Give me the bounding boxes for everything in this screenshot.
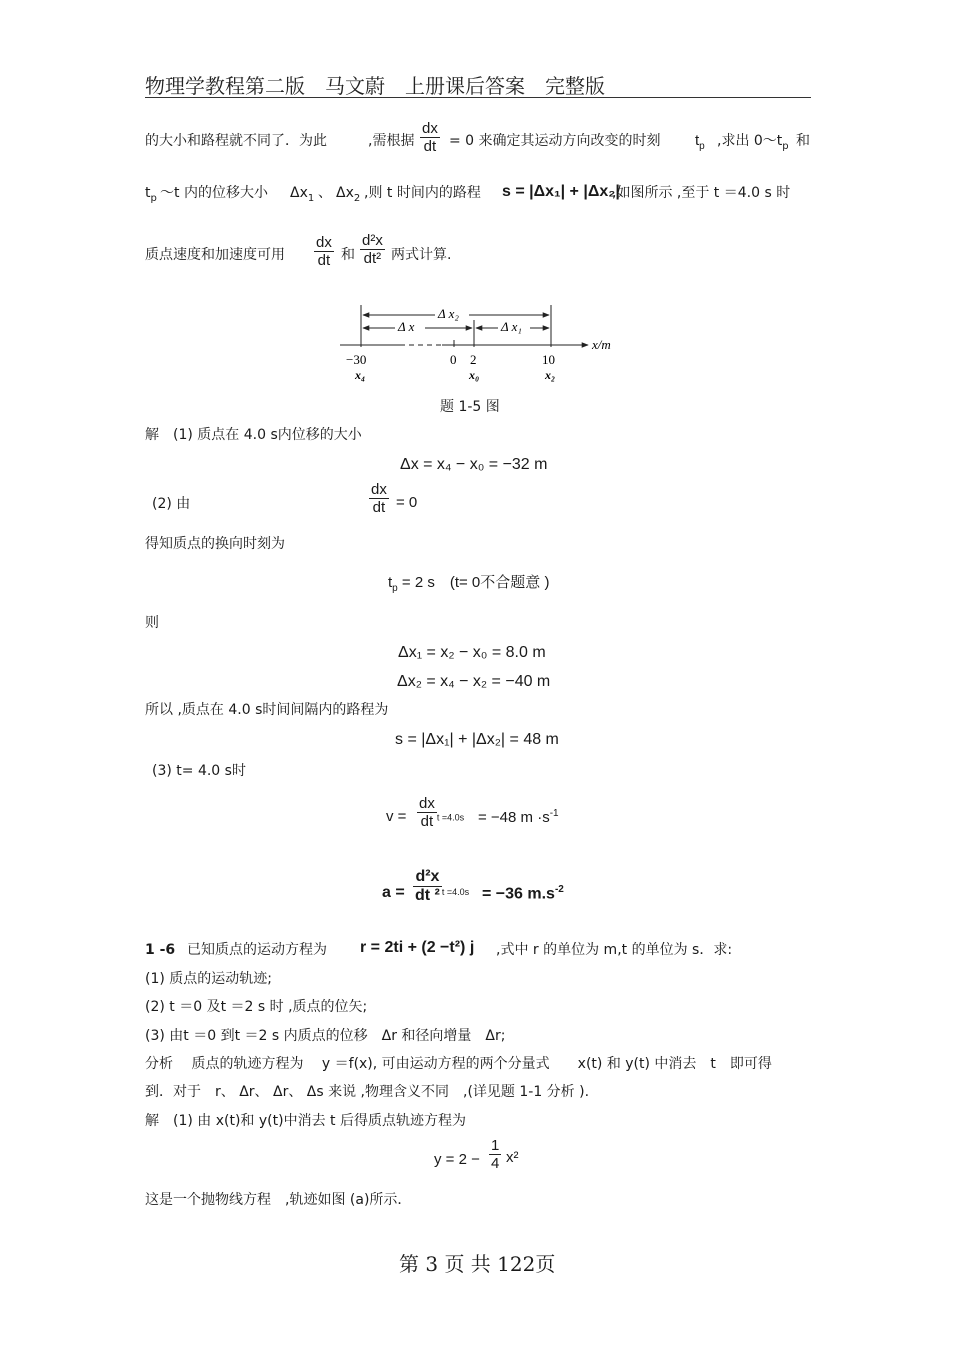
tick-label-x2-point: x₂ [545, 368, 556, 382]
sol-v-rhs: = −48 $m \cdot s^{-1}$ [478, 808, 559, 826]
page-footer-number: 第 3 页 共 122页 [399, 1252, 556, 1276]
para1-line1-a: 的大小和路程就不同了．为此 [145, 133, 327, 149]
prob16-title-tail: ,式中 r 的单位为 m,t 的单位为 s．求: [496, 942, 733, 958]
prob16-traj-rhs: x² [506, 1149, 519, 1166]
sol-part2-fraction: $\frac{dx}{dt}$ [371, 481, 387, 516]
tick-label-x2-value: 10 [542, 352, 555, 367]
label-unit: x/m [592, 337, 611, 352]
sol-eq-path: s = |Δx₁| + |Δx₂| = 48 m [395, 731, 559, 748]
para1-line2-dx1: $\Delta x_1$ [290, 185, 315, 204]
prob16-title-text: 已知质点的运动方程为 [187, 942, 327, 958]
sol-part2-eq-tail: = 0 [396, 494, 418, 511]
header-rule [145, 97, 811, 98]
para1-line1-d: ,求出 $0\sim t_p$ [717, 133, 789, 152]
tick-label-x0-value: 2 [470, 352, 477, 367]
sol-part1-equation: Δx = x₄ − x₀ = −32 m [400, 456, 548, 473]
prob16-number: 1 -6 [145, 942, 176, 958]
prob16-analysis-1: 分析 质点的轨迹方程为 y ＝f(x), 可由运动方程的两个分量式 x(t) 和 y(t) 中消去 t 即可得 [145, 1056, 772, 1072]
sol-part3-label: (3) t= 4.0 s时 [152, 763, 246, 779]
sol-part2-tp: $t_p = 2$ s (t= 0不合题意 ) [388, 574, 550, 594]
sol-a-lhs: a = [382, 884, 405, 901]
sol-part2-text: 得知质点的换向时刻为 [145, 536, 285, 552]
sol-a-fraction: $\frac{\text{d²x}}{\text{dt ²}}$ $_{t =4.0s}$ [415, 868, 470, 904]
label-dx: Δ x [398, 319, 415, 334]
para1-line2-c: ,则 t 时间内的路程 [364, 185, 481, 201]
sol-part1-label: 解 (1) 质点在 4.0 s内位移的大小 [145, 427, 362, 443]
para1-line1-fraction: $\frac{dx}{dt}$ [422, 120, 438, 155]
prob16-question-1: (1) 质点的运动轨迹; [145, 971, 272, 987]
sol-v-lhs: v = [386, 808, 407, 825]
para1-line3-frac1: $\frac{dx}{dt}$ [316, 234, 332, 269]
sol-so-text: 所以 ,质点在 4.0 s时间间隔内的路程为 [145, 702, 389, 718]
prob16-equation: r = 2ti + (2 −t²) j [360, 939, 475, 956]
prob16-question-3: (3) 由t ＝0 到t ＝2 s 内质点的位移 Δr 和径向增量 Δr; [145, 1028, 506, 1044]
figure-1-5 [330, 300, 630, 390]
para1-line1-tp: $t_p$ [695, 132, 705, 152]
para1-line1-c: = 0 来确定其运动方向改变的时刻 [449, 133, 661, 149]
para1-line3-b: 两式计算. [391, 247, 452, 263]
tick-label-x4-point: x₄ [355, 368, 366, 382]
prob16-parabola-text: 这是一个抛物线方程 ,轨迹如图 (a)所示． [145, 1192, 412, 1208]
para1-line2-formula: s = |Δx₁| + |Δx₂| [502, 183, 620, 200]
sol-eq-dx1: Δx₁ = x₂ − x₀ = 8.0 m [398, 644, 546, 661]
prob16-analysis-2: 到．对于 r、 Δr、 Δr、 Δs 来说 ,物理含义不同 ,(详见题 1-1 分析 ). [145, 1084, 590, 1100]
para1-line2-a: $t_p$ [145, 185, 157, 204]
para1-line1-e: 和 [796, 133, 810, 149]
page-header-title: 物理学教程第二版 马文蔚 上册课后答案 完整版 [145, 74, 605, 98]
tick-label-x4-value: −30 [346, 352, 367, 367]
tick-label-x0-point: x₀ [469, 368, 480, 382]
sol-eq-dx2: Δx₂ = x₄ − x₂ = −40 m [397, 673, 551, 690]
para1-line2-dx2: $\Delta x_2$ [336, 185, 361, 204]
figure-caption: 题 1-5 图 [440, 399, 500, 415]
prob16-traj-fraction: $\frac{1}{4}$ [491, 1137, 500, 1172]
para1-line3-a: 质点速度和加速度可用 [145, 247, 285, 263]
label-dx2: Δ x₂ [438, 306, 459, 321]
para1-line3-and: 和 [341, 247, 355, 263]
para1-line2-b: ～t 内的位移大小 [160, 185, 268, 201]
para1-line1-b: ,需根据 [368, 133, 415, 149]
tick-label-zero-value: 0 [450, 352, 457, 367]
sol-v-fraction: $\frac{dx}{dt}$ $_{t =4.0s}$ [419, 795, 465, 830]
prob16-question-2: (2) t ＝0 及t ＝2 s 时 ,质点的位矢; [145, 999, 368, 1015]
prob16-solution-1: 解 (1) 由 x(t)和 y(t)中消去 t 后得质点轨迹方程为 [145, 1113, 466, 1129]
sol-then: 则 [145, 615, 159, 631]
para1-line2-sep: 、 [318, 185, 332, 201]
para1-line3-frac2: $\frac{\text{d²x}}{\text{dt²}}$ [362, 232, 383, 267]
sol-part2-label: (2) 由 [152, 496, 191, 512]
para1-line2-d: ,如图所示 ,至于 t ＝4.0 s 时 [612, 185, 791, 201]
prob16-traj-lhs: y = 2 − [434, 1151, 480, 1168]
sol-a-rhs: = −36 $m.s^{-2}$ [482, 884, 564, 903]
label-dx1: Δ x₁ [501, 319, 522, 334]
